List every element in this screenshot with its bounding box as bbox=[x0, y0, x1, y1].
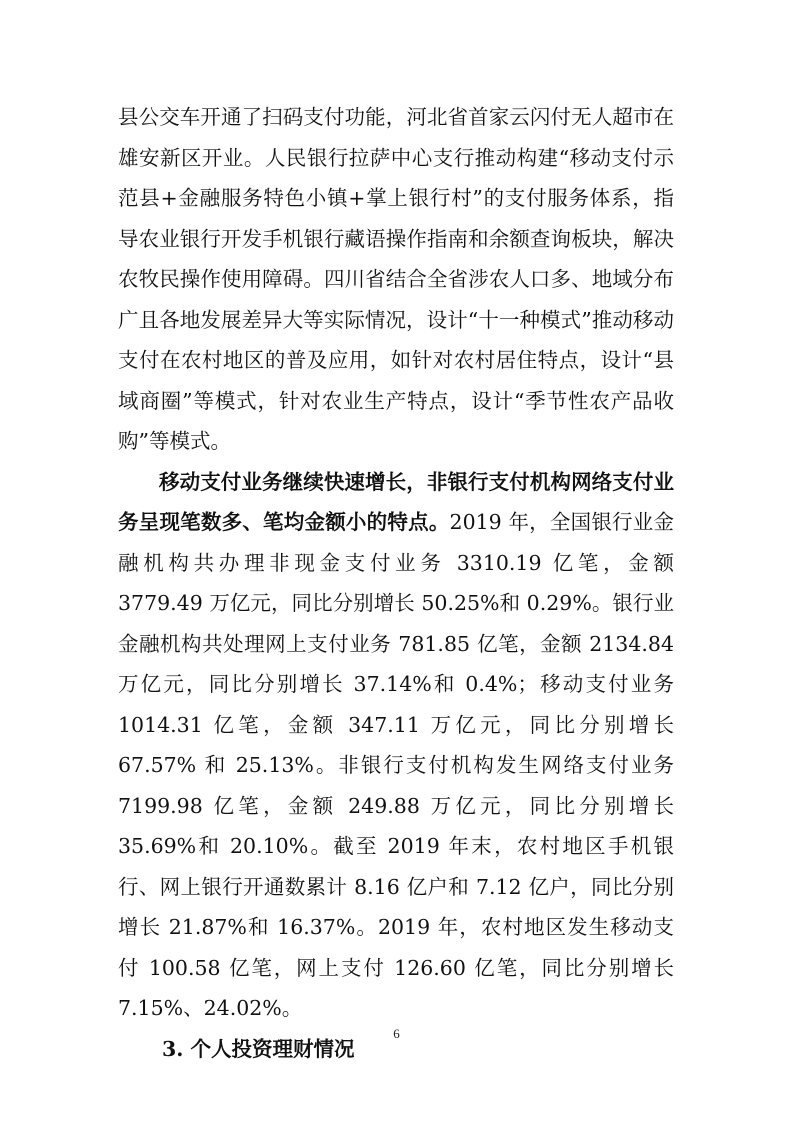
document-body bbox=[118, 97, 674, 1069]
paragraph-statistics: 2019 年，全国银行业金融机构共办理非现金支付业务 3310.19 亿笔，金额 3779.49 万亿元，同比分别增长 50.25%和 0.29%。银行业金融机构共处理网上支付业务 781.85 亿笔，金额 2134.84 万亿元，同比分别增长 37.14%和 0.4%；移动支付业务 1014.31 亿笔，金额 347.11 万亿元，同比分别增长 67.57% 和 25.13%。非银行支付机构发生网络支付业务 7199.98 亿笔，金额 249.88 万亿元，同比分别增长 35.69%和 20.10%。截至 2019 年末，农村地区手机银行、网上银行开通数累计 8.16 亿户和 7.12 亿户，同比分别增长 21.87%和 16.37%。2019 年，农村地区发生移动支付 100.58 亿笔，网上支付 126.60 亿笔，同比分别增长 7.15%、24.02%。 bbox=[118, 510, 675, 1020]
section-heading: 3. 个人投资理财情况 bbox=[162, 1036, 355, 1061]
page-number: 6 bbox=[393, 1026, 400, 1041]
paragraph-lead-sentence: 移动支付业务继续快速增长，非银行支付机构网络支付业务呈现笔数多、笔均金额小的特点。 bbox=[118, 469, 674, 534]
paragraph-mobile-payment-demonstration: 县公交车开通了扫码支付功能，河北省首家云闪付无人超市在雄安新区开业。人民银行拉萨中心支行推动构建“移动支付示范县+金融服务特色小镇+掌上银行村”的支付服务体系，指导农业银行开发手机银行藏语操作指南和余额查询板块，解决农牧民操作使用障碍。四川省结合全省涉农人口多、地域分布广且各地发展差异大等实际情况，设计“十一种模式”推动移动支付在农村地区的普及应用，如针对农村居住特点，设计“县域商圈”等模式，针对农业生产特点，设计“季节性农产品收购”等模式。 bbox=[118, 105, 674, 453]
paragraph-mobile-payment-growth bbox=[118, 462, 674, 1029]
